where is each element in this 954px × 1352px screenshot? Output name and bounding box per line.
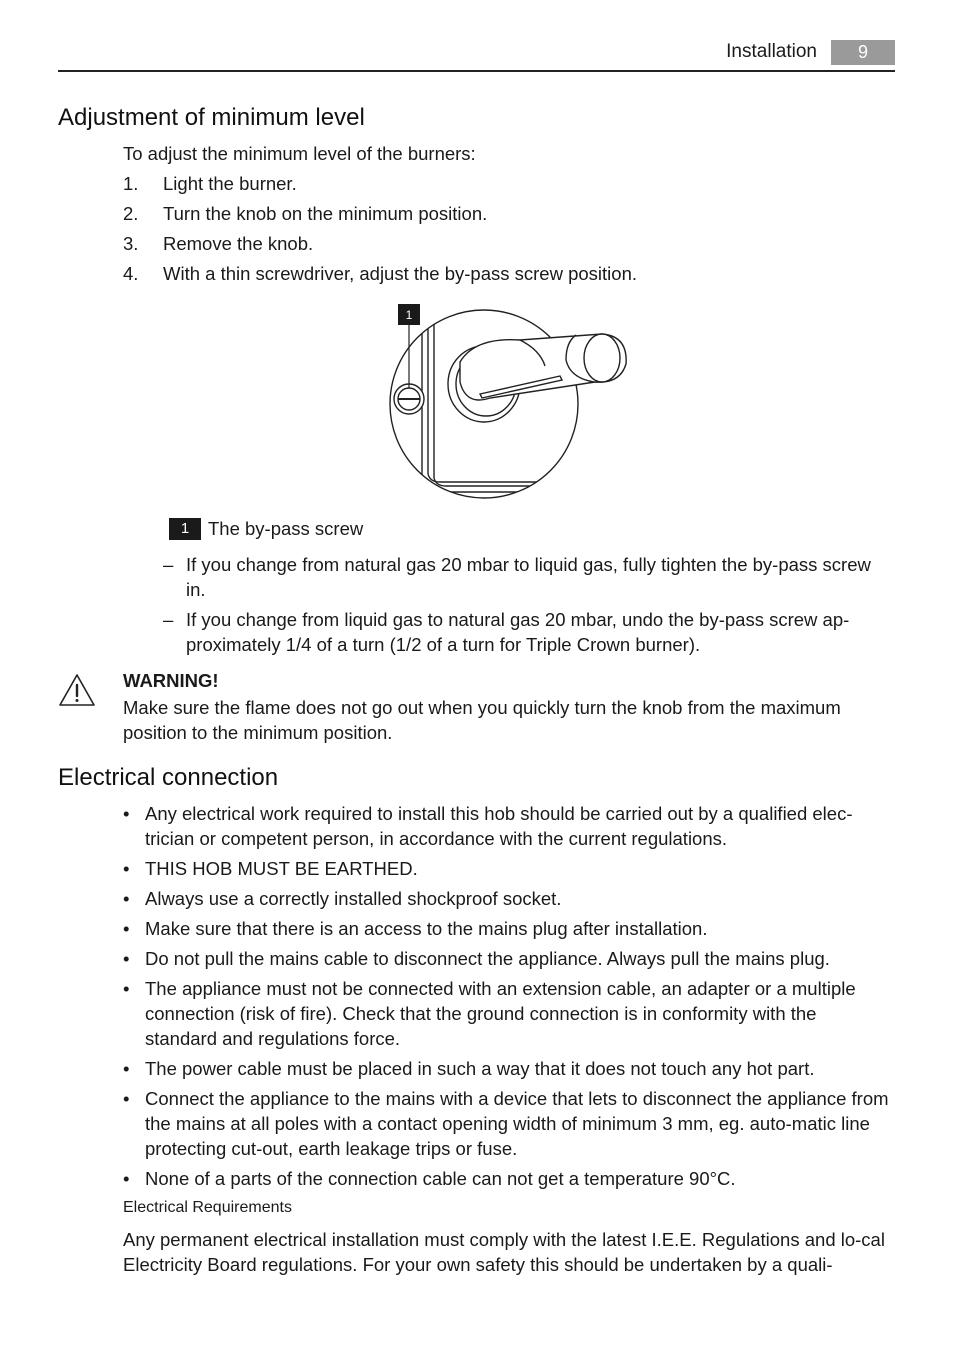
bullet-text: THIS HOB MUST BE EARTHED. — [145, 858, 418, 879]
bullet-text: Do not pull the mains cable to disconnect the appliance. Always pull the mains plug. — [145, 948, 830, 969]
figure-callout-number: 1 — [405, 308, 413, 322]
bullet-item — [123, 1056, 893, 1081]
note-item — [163, 552, 893, 602]
header-rule — [58, 70, 895, 72]
step-text: Remove the knob. — [163, 233, 314, 254]
step-text: Light the burner. — [163, 173, 297, 194]
electrical-requirements-text: Any permanent electrical installation must comply with the latest I.E.E. Regulations and lo-cal Electricity Board regulations. For your own safety this should be undertaken by a quali- — [123, 1229, 885, 1275]
note-text: If you change from natural gas 20 mbar to liquid gas, fully tighten the by-pass screw in. — [186, 554, 871, 600]
section-title-adjustment: Adjustment of minimum level — [58, 104, 365, 131]
warning-triangle-icon — [58, 673, 96, 707]
bullet-marker: • — [123, 978, 130, 999]
bullet-marker: • — [123, 1168, 130, 1189]
step-number: 2. — [123, 203, 139, 224]
bullet-marker: • — [123, 803, 130, 824]
bullet-item — [123, 886, 893, 911]
bullet-text: Make sure that there is an access to the mains plug after installation. — [145, 918, 708, 939]
legend-number: 1 — [169, 518, 201, 540]
warning-text: Make sure the flame does not go out when you quickly turn the knob from the maximum position to the minimum position. — [123, 697, 841, 743]
bullet-item — [123, 1086, 893, 1161]
step-number: 4. — [123, 263, 139, 284]
page-number: 9 — [831, 40, 895, 65]
bullet-text: The power cable must be placed in such a way that it does not touch any hot part. — [145, 1058, 815, 1079]
bullet-text: Always use a correctly installed shockproof socket. — [145, 888, 562, 909]
note-item — [163, 607, 893, 657]
bullet-marker: • — [123, 1088, 130, 1109]
legend-text: The by-pass screw — [208, 518, 364, 539]
bullet-item — [123, 946, 893, 971]
bullet-text: Connect the appliance to the mains with a device that lets to disconnect the appliance from the mains at all poles with a contact opening width of minimum 3 mm, eg. auto-matic line protecting cut-out, earth leakage trips or fuse. — [145, 1088, 889, 1159]
bullet-marker: • — [123, 858, 130, 879]
section-intro: To adjust the minimum level of the burners: — [123, 143, 476, 164]
warning-title: WARNING! — [123, 670, 219, 691]
section-title-electrical: Electrical connection — [58, 764, 279, 791]
bullet-marker: • — [123, 918, 130, 939]
step-text: With a thin screwdriver, adjust the by-pass screw position. — [163, 263, 637, 284]
bypass-screw-illustration — [380, 302, 640, 507]
bullet-text: The appliance must not be connected with an extension cable, an adapter or a multiple connection (risk of fire). Check that the ground connection is in conformity with the standard and regulations force. — [145, 978, 856, 1049]
bullet-marker: • — [123, 1058, 130, 1079]
bullet-marker: • — [123, 888, 130, 909]
step-text: Turn the knob on the minimum position. — [163, 203, 488, 224]
bullet-item — [123, 976, 893, 1051]
bullet-marker: • — [123, 948, 130, 969]
electrical-requirements-heading: Electrical Requirements — [123, 1199, 292, 1216]
step-number: 1. — [123, 173, 139, 194]
bullet-text: None of a parts of the connection cable can not get a temperature 90°C. — [145, 1168, 736, 1189]
step-number: 3. — [123, 233, 139, 254]
bullet-text: Any electrical work required to install this hob should be carried out by a qualified elec-trician or competent person, in accordance with the current regulations. — [145, 803, 853, 849]
bullet-item — [123, 856, 893, 881]
bullet-item — [123, 1166, 893, 1191]
bypass-screw-figure — [380, 302, 640, 507]
note-marker: – — [163, 609, 174, 630]
bullet-item — [123, 916, 893, 941]
note-text: If you change from liquid gas to natural gas 20 mbar, undo the by-pass screw ap-proximately 1/4 of a turn (1/2 of a turn for Triple Crown burner). — [186, 609, 850, 655]
note-marker: – — [163, 554, 174, 575]
header-section-label: Installation — [726, 41, 817, 62]
bullet-item — [123, 801, 893, 851]
